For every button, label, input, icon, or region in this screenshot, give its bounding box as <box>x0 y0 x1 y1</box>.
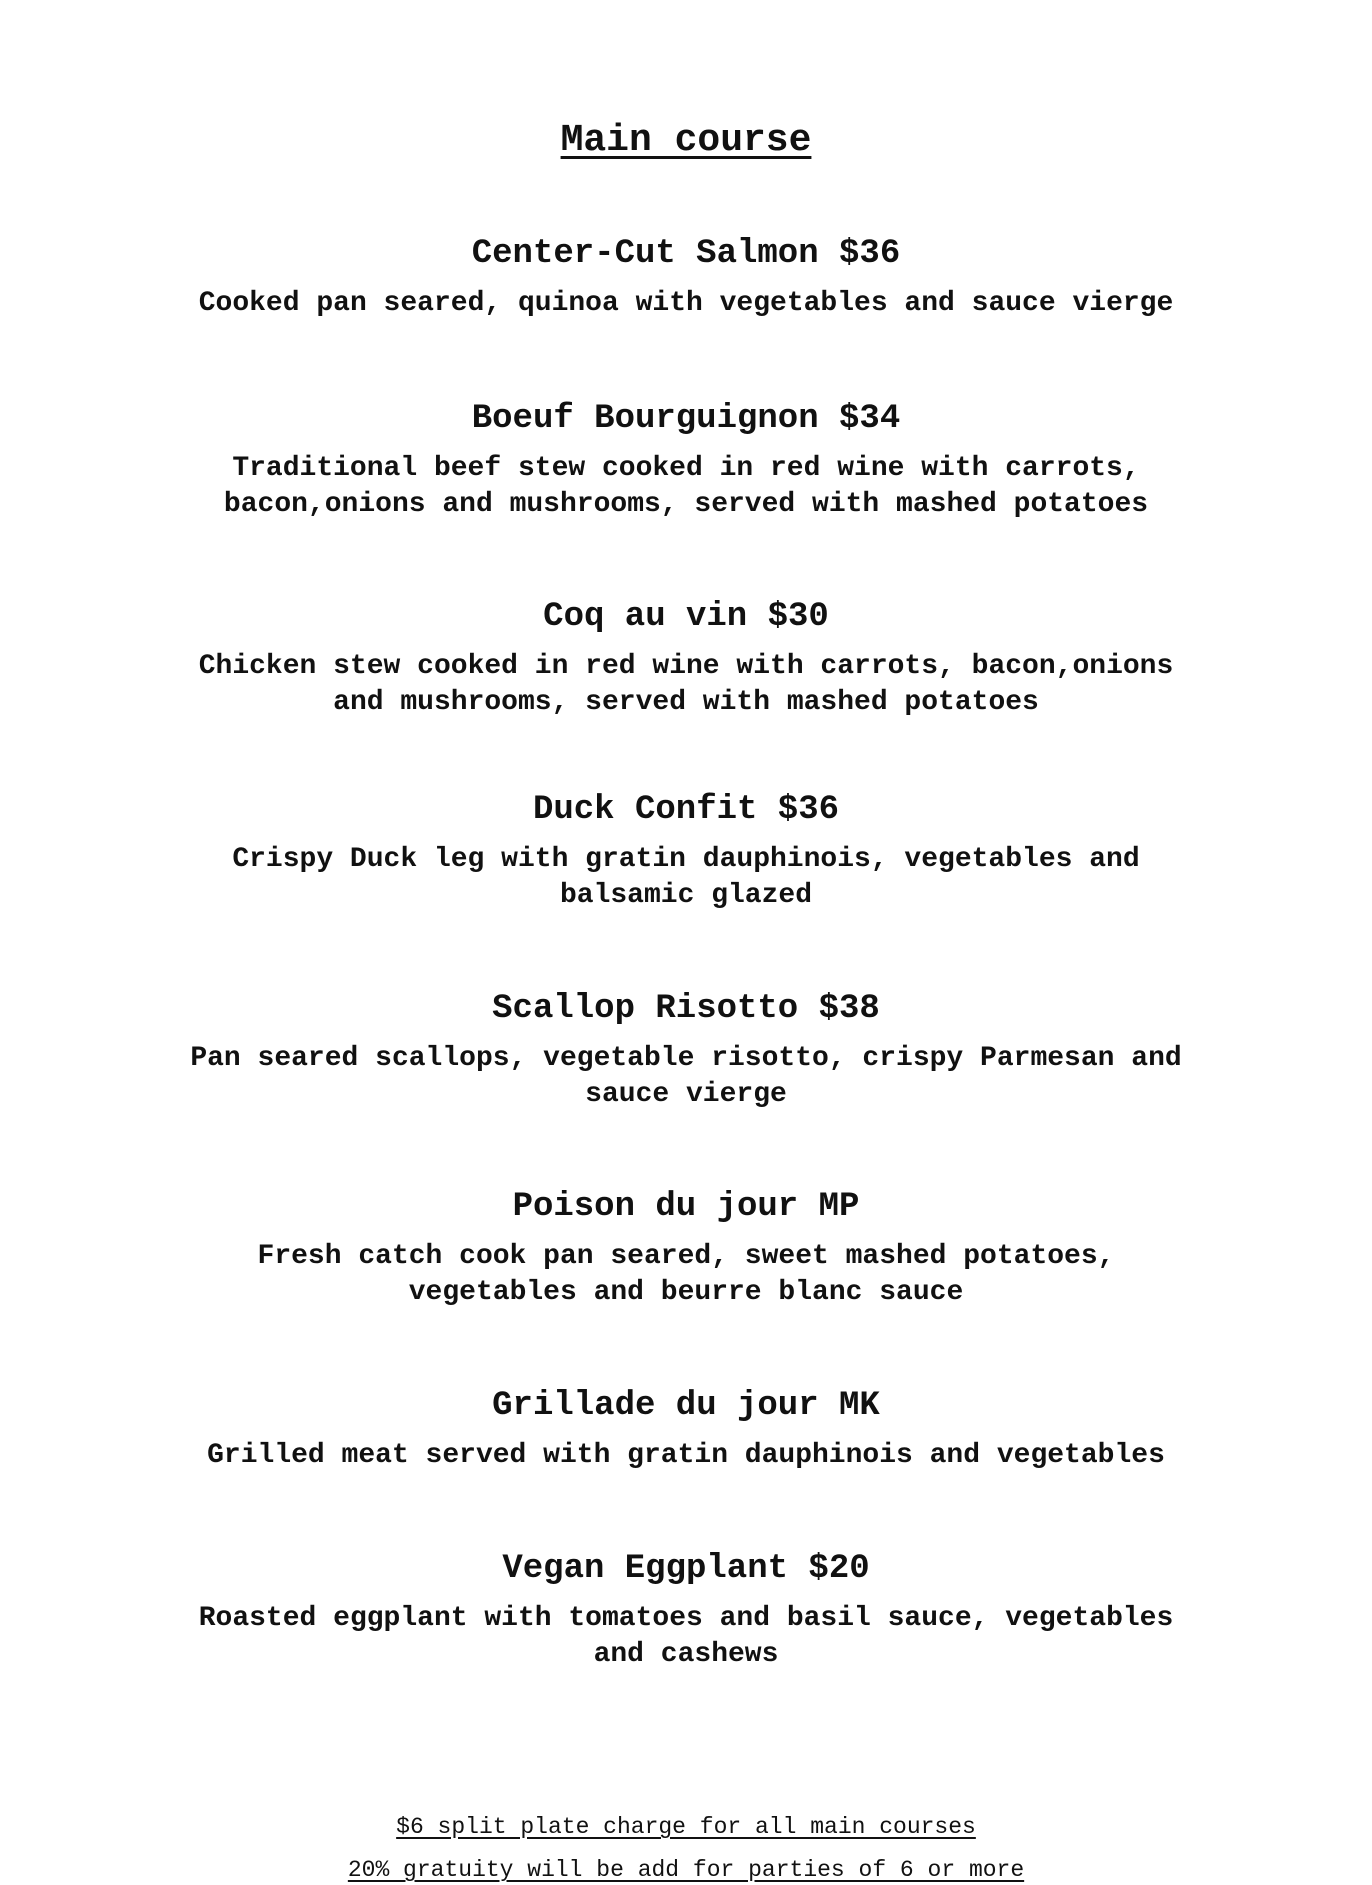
menu-item-description: Fresh catch cook pan seared, sweet mashed potatoes, vegetables and beurre blanc sauce <box>257 1241 1115 1308</box>
menu-item-grillade-du-jour <box>120 1384 1252 1474</box>
menu-item-poison-du-jour <box>120 1185 1252 1311</box>
menu-item-name: Scallop Risotto $38 <box>492 990 880 1028</box>
menu-item-name: Boeuf Bourguignon $34 <box>471 400 901 438</box>
menu-item-name: Grillade du jour MK <box>492 1387 880 1425</box>
page-title: Main course <box>560 119 812 162</box>
menu-item-name: Vegan Eggplant $20 <box>502 1550 870 1588</box>
menu-item-boeuf-bourguignon <box>120 397 1252 523</box>
menu-item-description: Crispy Duck leg with gratin dauphinois, vegetables and balsamic glazed <box>232 844 1140 911</box>
menu-item-description: Traditional beef stew cooked in red wine with carrots, bacon,onions and mushrooms, served with mashed potatoes <box>223 453 1149 520</box>
menu-item-description: Grilled meat served with gratin dauphinois and vegetables <box>207 1440 1165 1471</box>
gratuity-note: 20% gratuity will be add for parties of 6 or more <box>347 1857 1025 1883</box>
menu-item-vegan-eggplant <box>120 1547 1252 1673</box>
menu-item-description: Roasted eggplant with tomatoes and basil sauce, vegetables and cashews <box>198 1603 1174 1670</box>
menu-item-salmon <box>120 232 1252 322</box>
menu-item-name: Coq au vin $30 <box>543 598 829 636</box>
menu-item-name: Center-Cut Salmon $36 <box>471 235 901 273</box>
split-plate-note: $6 split plate charge for all main courses <box>396 1814 976 1840</box>
menu-item-description: Chicken stew cooked in red wine with carrots, bacon,onions and mushrooms, served with mashed potatoes <box>198 651 1174 718</box>
menu-item-name: Duck Confit $36 <box>532 791 840 829</box>
menu-item-name: Poison du jour MP <box>512 1188 860 1226</box>
menu-item-coq-au-vin <box>120 595 1252 721</box>
menu-item-description: Pan seared scallops, vegetable risotto, crispy Parmesan and sauce vierge <box>190 1043 1182 1110</box>
menu-item-duck-confit <box>120 788 1252 914</box>
menu-item-scallop-risotto <box>120 987 1252 1113</box>
menu-item-description: Cooked pan seared, quinoa with vegetables and sauce vierge <box>198 288 1174 319</box>
